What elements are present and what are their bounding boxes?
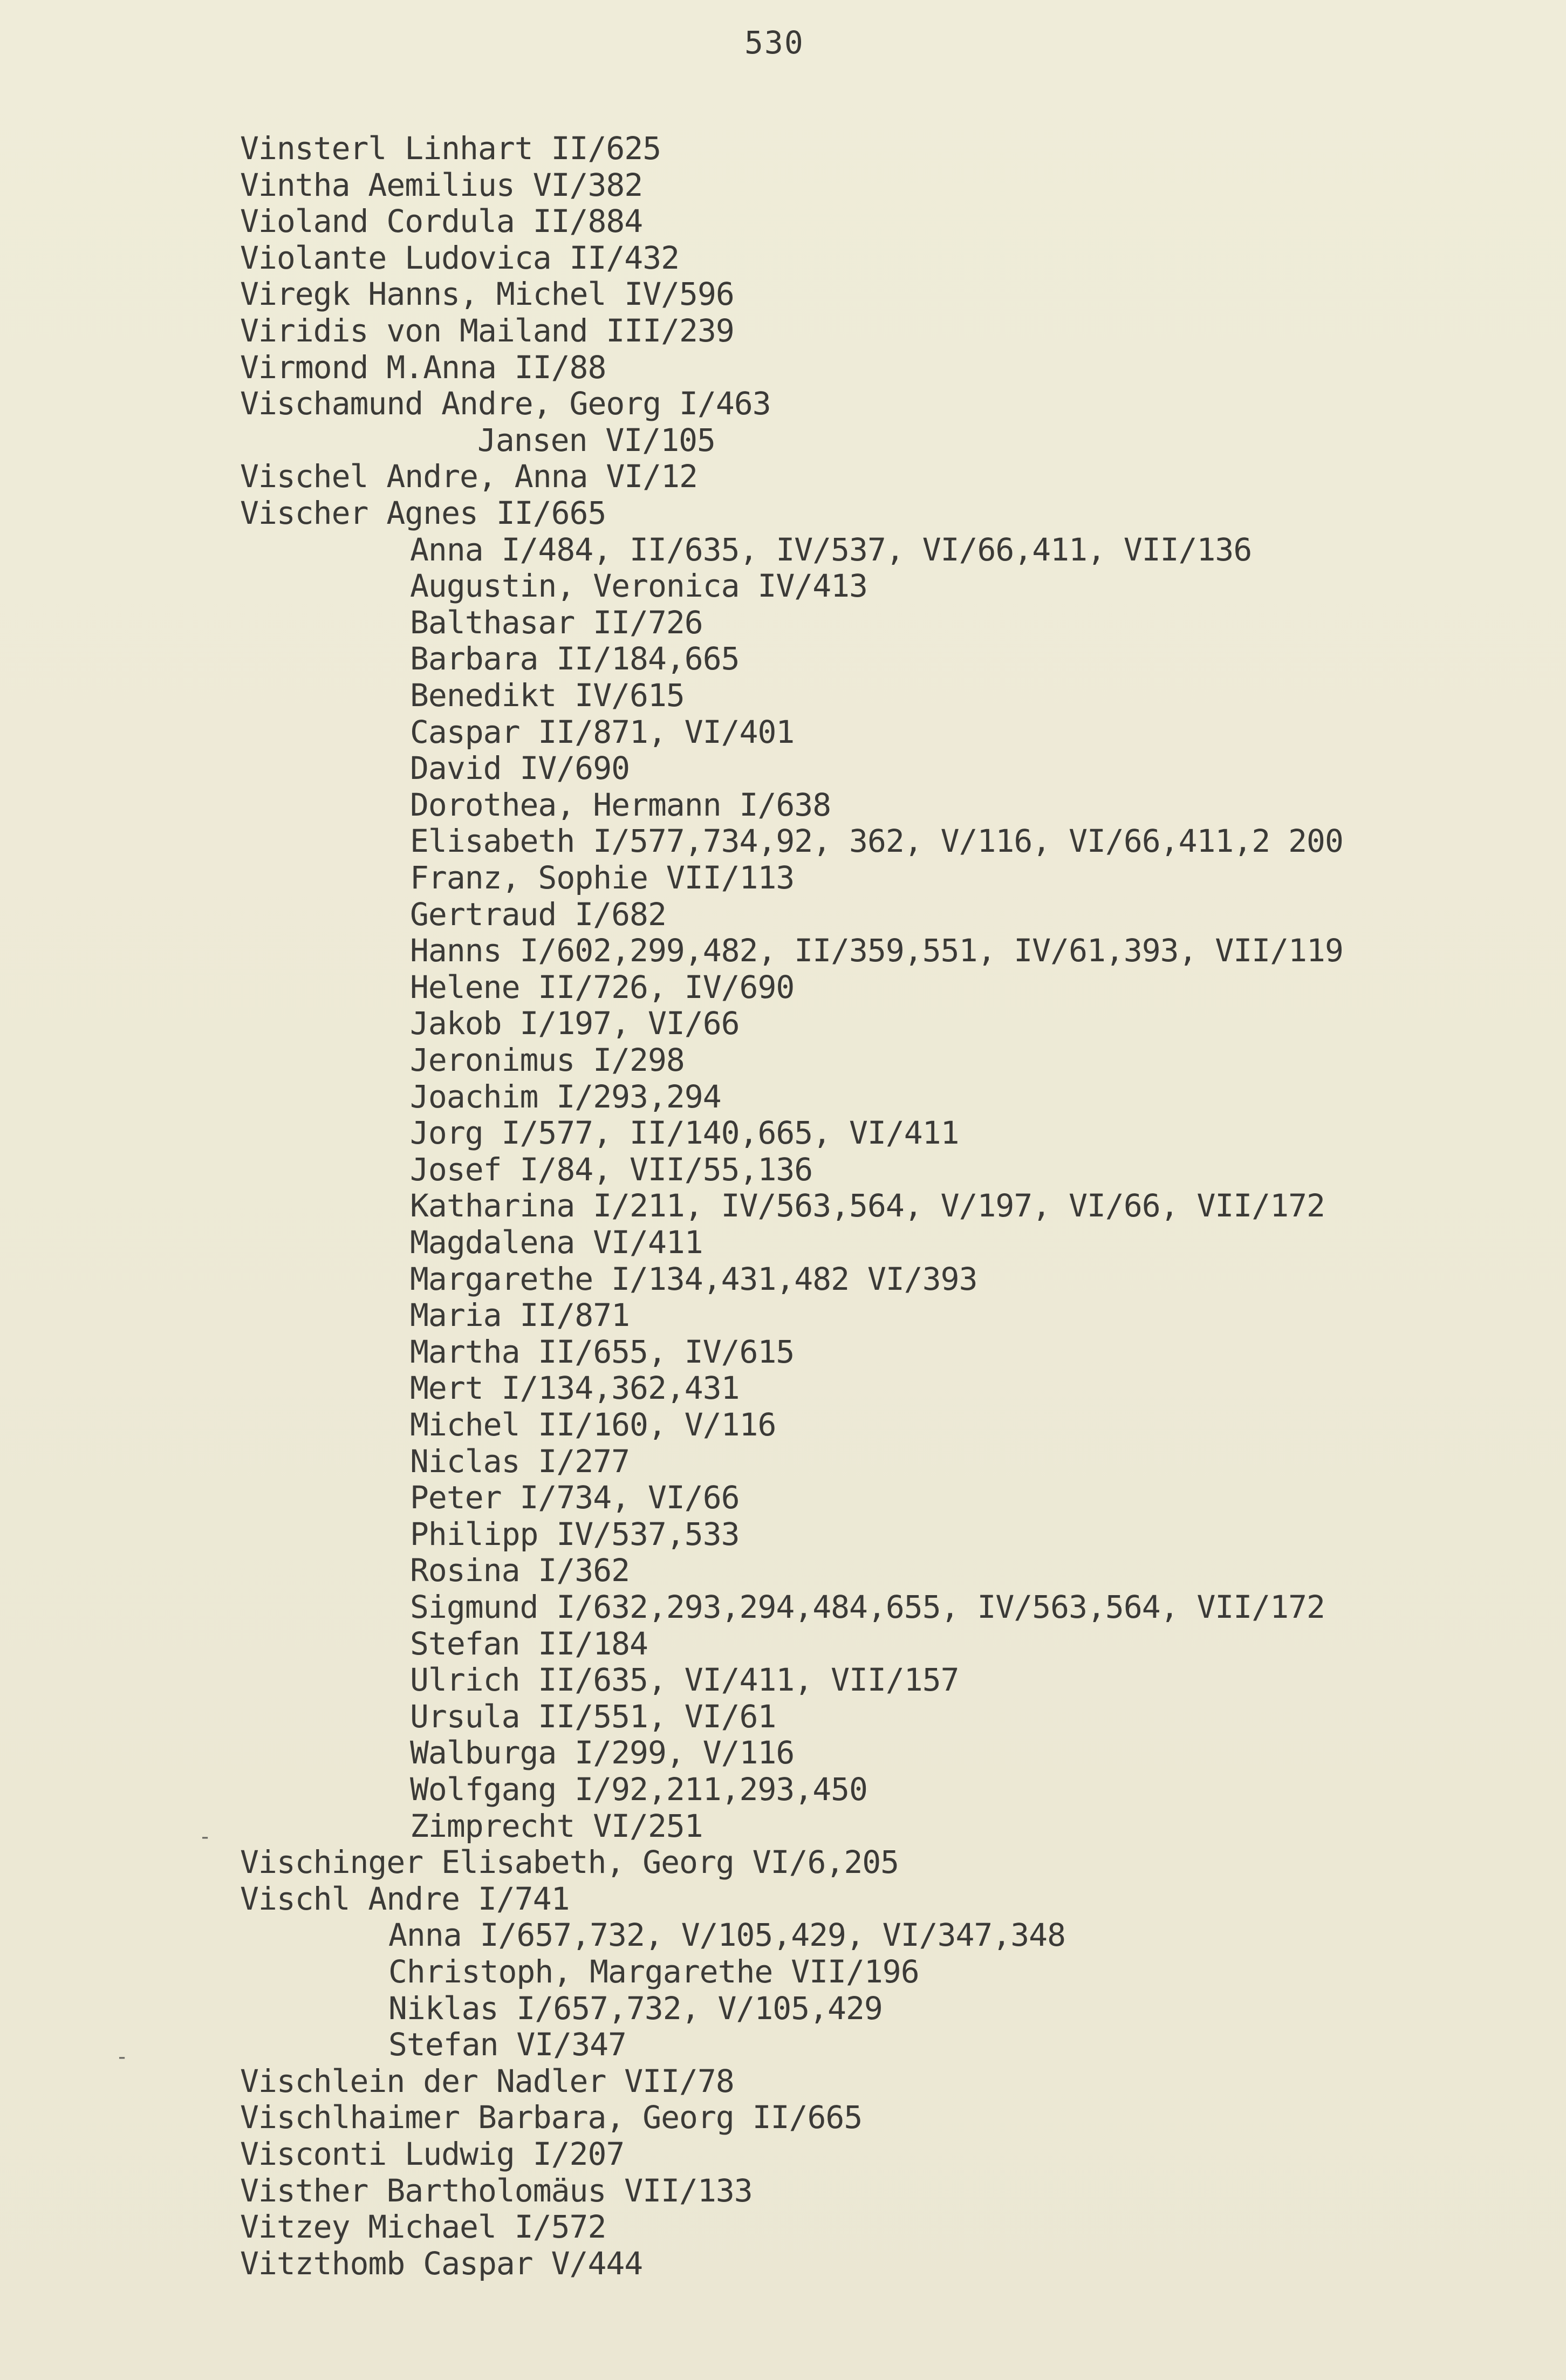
page-number: 530: [744, 24, 804, 61]
index-subentry: Philipp IV/537,533: [410, 1515, 740, 1553]
index-subentry: Maria II/871: [410, 1297, 630, 1334]
index-entry: Vintha Aemilius VI/382: [240, 166, 643, 203]
index-entry: Vitzey Michael I/572: [240, 2208, 606, 2246]
index-subentry: Helene II/726, IV/690: [410, 968, 795, 1006]
index-entry: Vischlein der Nadler VII/78: [240, 2062, 734, 2099]
index-entry: Vinsterl Linhart II/625: [240, 130, 661, 167]
index-subentry: Caspar II/871, VI/401: [410, 713, 795, 750]
index-subentry: Jansen VI/105: [477, 421, 715, 459]
index-entry: Visconti Ludwig I/207: [240, 2136, 625, 2172]
index-subentry: Ursula II/551, VI/61: [410, 1698, 776, 1735]
index-subentry: Benedikt IV/615: [410, 677, 685, 714]
margin-mark: -: [199, 1824, 212, 1849]
index-entry: Violante Ludovica II/432: [240, 239, 680, 276]
index-subentry: Balthasar II/726: [410, 604, 703, 641]
index-subentry: Zimprecht VI/251: [410, 1807, 703, 1844]
index-subentry: Peter I/734, VI/66: [410, 1479, 740, 1516]
index-entry: Violand Cordula II/884: [240, 203, 643, 240]
index-subentry: Stefan II/184: [410, 1625, 648, 1662]
index-subentry: Jeronimus I/298: [410, 1042, 685, 1078]
index-entry: Vischlhaimer Barbara, Georg II/665: [240, 2099, 863, 2136]
index-subentry: Jorg I/577, II/140,665, VI/411: [410, 1114, 959, 1152]
index-subentry: Stefan VI/347: [388, 2026, 626, 2063]
index-subentry: Sigmund I/632,293,294,484,655, IV/563,564, VII/172: [410, 1589, 1325, 1625]
index-subentry: Mert I/134,362,431: [410, 1370, 740, 1407]
index-subentry: Elisabeth I/577,734,92, 362, V/116, VI/66,411,2 200: [410, 823, 1343, 860]
index-subentry: Margarethe I/134,431,482 VI/393: [410, 1260, 977, 1297]
index-entry: Viregk Hanns, Michel IV/596: [240, 276, 734, 313]
index-subentry: Rosina I/362: [410, 1552, 630, 1589]
index-subentry: Augustin, Veronica IV/413: [410, 567, 867, 605]
index-subentry: Gertraud I/682: [410, 895, 666, 933]
index-subentry: Jakob I/197, VI/66: [410, 1005, 740, 1042]
index-subentry: Ulrich II/635, VI/411, VII/157: [410, 1661, 959, 1699]
index-subentry: Wolfgang I/92,211,293,450: [410, 1771, 867, 1808]
margin-mark: -: [115, 2044, 129, 2069]
index-subentry: Josef I/84, VII/55,136: [410, 1151, 813, 1188]
index-entry: Vitzthomb Caspar V/444: [240, 2245, 643, 2282]
index-subentry: Joachim I/293,294: [410, 1078, 721, 1115]
index-subentry: Michel II/160, V/116: [410, 1406, 776, 1443]
index-entry: Viridis von Mailand III/239: [240, 312, 734, 349]
index-subentry: Niklas I/657,732, V/105,429: [388, 1989, 883, 2027]
index-subentry: Franz, Sophie VII/113: [410, 859, 795, 896]
index-subentry: David IV/690: [410, 750, 630, 787]
index-subentry: Niclas I/277: [410, 1442, 630, 1480]
index-subentry: Martha II/655, IV/615: [410, 1333, 795, 1370]
index-subentry: Magdalena VI/411: [410, 1224, 703, 1261]
index-subentry: Dorothea, Hermann I/638: [410, 786, 831, 823]
index-subentry: Anna I/484, II/635, IV/537, VI/66,411, VII/136: [410, 531, 1252, 568]
index-entry: Vischamund Andre, Georg I/463: [240, 385, 771, 422]
index-subentry: Katharina I/211, IV/563,564, V/197, VI/66, VII/172: [410, 1187, 1325, 1225]
index-entry: Vischer Agnes II/665: [240, 495, 606, 531]
index-entry: Vischl Andre I/741: [240, 1880, 570, 1917]
index-entries: [240, 129, 1535, 2282]
index-subentry: Anna I/657,732, V/105,429, VI/347,348: [388, 1917, 1066, 1954]
index-entry: Vischel Andre, Anna VI/12: [240, 458, 697, 495]
index-subentry: Christoph, Margarethe VII/196: [388, 1953, 919, 1990]
index-entry: Virmond M.Anna II/88: [240, 348, 606, 386]
index-entry: Visther Bartholomäus VII/133: [240, 2172, 753, 2209]
index-entry: Vischinger Elisabeth, Georg VI/6,205: [240, 1844, 899, 1881]
index-subentry: Barbara II/184,665: [410, 640, 740, 678]
index-subentry: Hanns I/602,299,482, II/359,551, IV/61,393, VII/119: [410, 932, 1343, 969]
index-subentry: Walburga I/299, V/116: [410, 1734, 795, 1772]
